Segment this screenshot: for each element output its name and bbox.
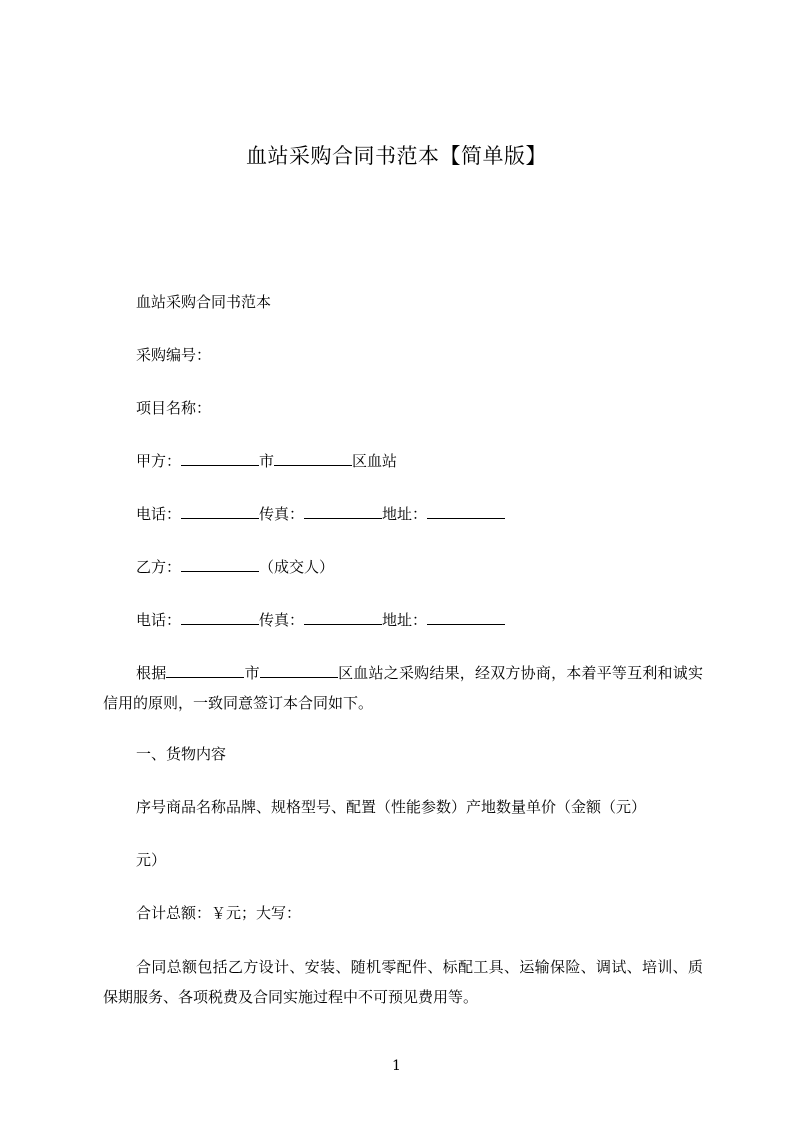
price-note-paragraph: 合同总额包括乙方设计、安装、随机零配件、标配工具、运输保险、调试、培训、质保期服务、各项税费及合同实施过程中不可预见费用等。 bbox=[103, 958, 703, 1006]
phone-label: 电话： bbox=[136, 505, 182, 523]
intro-city-suffix: 市 bbox=[244, 664, 260, 682]
blank-field bbox=[181, 557, 259, 572]
blank-field bbox=[181, 610, 259, 625]
total-amount-line: 合计总额：￥元；大写： bbox=[136, 904, 302, 922]
blank-field bbox=[260, 663, 338, 678]
document-title: 血站采购合同书范本【简单版】 bbox=[246, 144, 547, 168]
blank-field bbox=[181, 451, 259, 466]
blank-field bbox=[166, 663, 244, 678]
city-suffix: 市 bbox=[259, 452, 275, 470]
table-header-line: 序号商品名称品牌、规格型号、配置（性能参数）产地数量单价（金额（元） bbox=[136, 798, 647, 816]
blank-field bbox=[304, 504, 382, 519]
table-header-continuation: 元） bbox=[136, 851, 167, 869]
intro-paragraph bbox=[103, 658, 703, 718]
intro-prefix: 根据 bbox=[136, 664, 167, 682]
project-name-label: 项目名称： bbox=[136, 399, 212, 417]
address-label: 地址： bbox=[382, 611, 428, 629]
phone-label: 电话： bbox=[136, 611, 182, 629]
intro-rest: 区血站之采购结果，经双方协商，本着平等互利和诚实信用的原则，一致同意签订本合同如下。 bbox=[103, 664, 703, 712]
party-a-contact-line bbox=[136, 504, 505, 524]
blank-field bbox=[274, 451, 352, 466]
fax-label: 传真： bbox=[259, 611, 305, 629]
blank-field bbox=[427, 610, 505, 625]
party-b-line bbox=[136, 557, 334, 577]
district-suffix: 区血站 bbox=[352, 452, 398, 470]
fax-label: 传真： bbox=[259, 505, 305, 523]
address-label: 地址： bbox=[382, 505, 428, 523]
section-heading: 一、货物内容 bbox=[136, 745, 227, 763]
page-number: 1 bbox=[392, 1058, 401, 1074]
blank-field bbox=[304, 610, 382, 625]
subtitle: 血站采购合同书范本 bbox=[136, 293, 272, 311]
party-b-note: （成交人） bbox=[259, 558, 335, 576]
party-a-line bbox=[136, 451, 397, 471]
purchase-number-label: 采购编号： bbox=[136, 346, 212, 364]
party-a-label: 甲方： bbox=[136, 452, 182, 470]
party-b-contact-line bbox=[136, 610, 505, 630]
blank-field bbox=[427, 504, 505, 519]
party-b-label: 乙方： bbox=[136, 558, 182, 576]
blank-field bbox=[181, 504, 259, 519]
